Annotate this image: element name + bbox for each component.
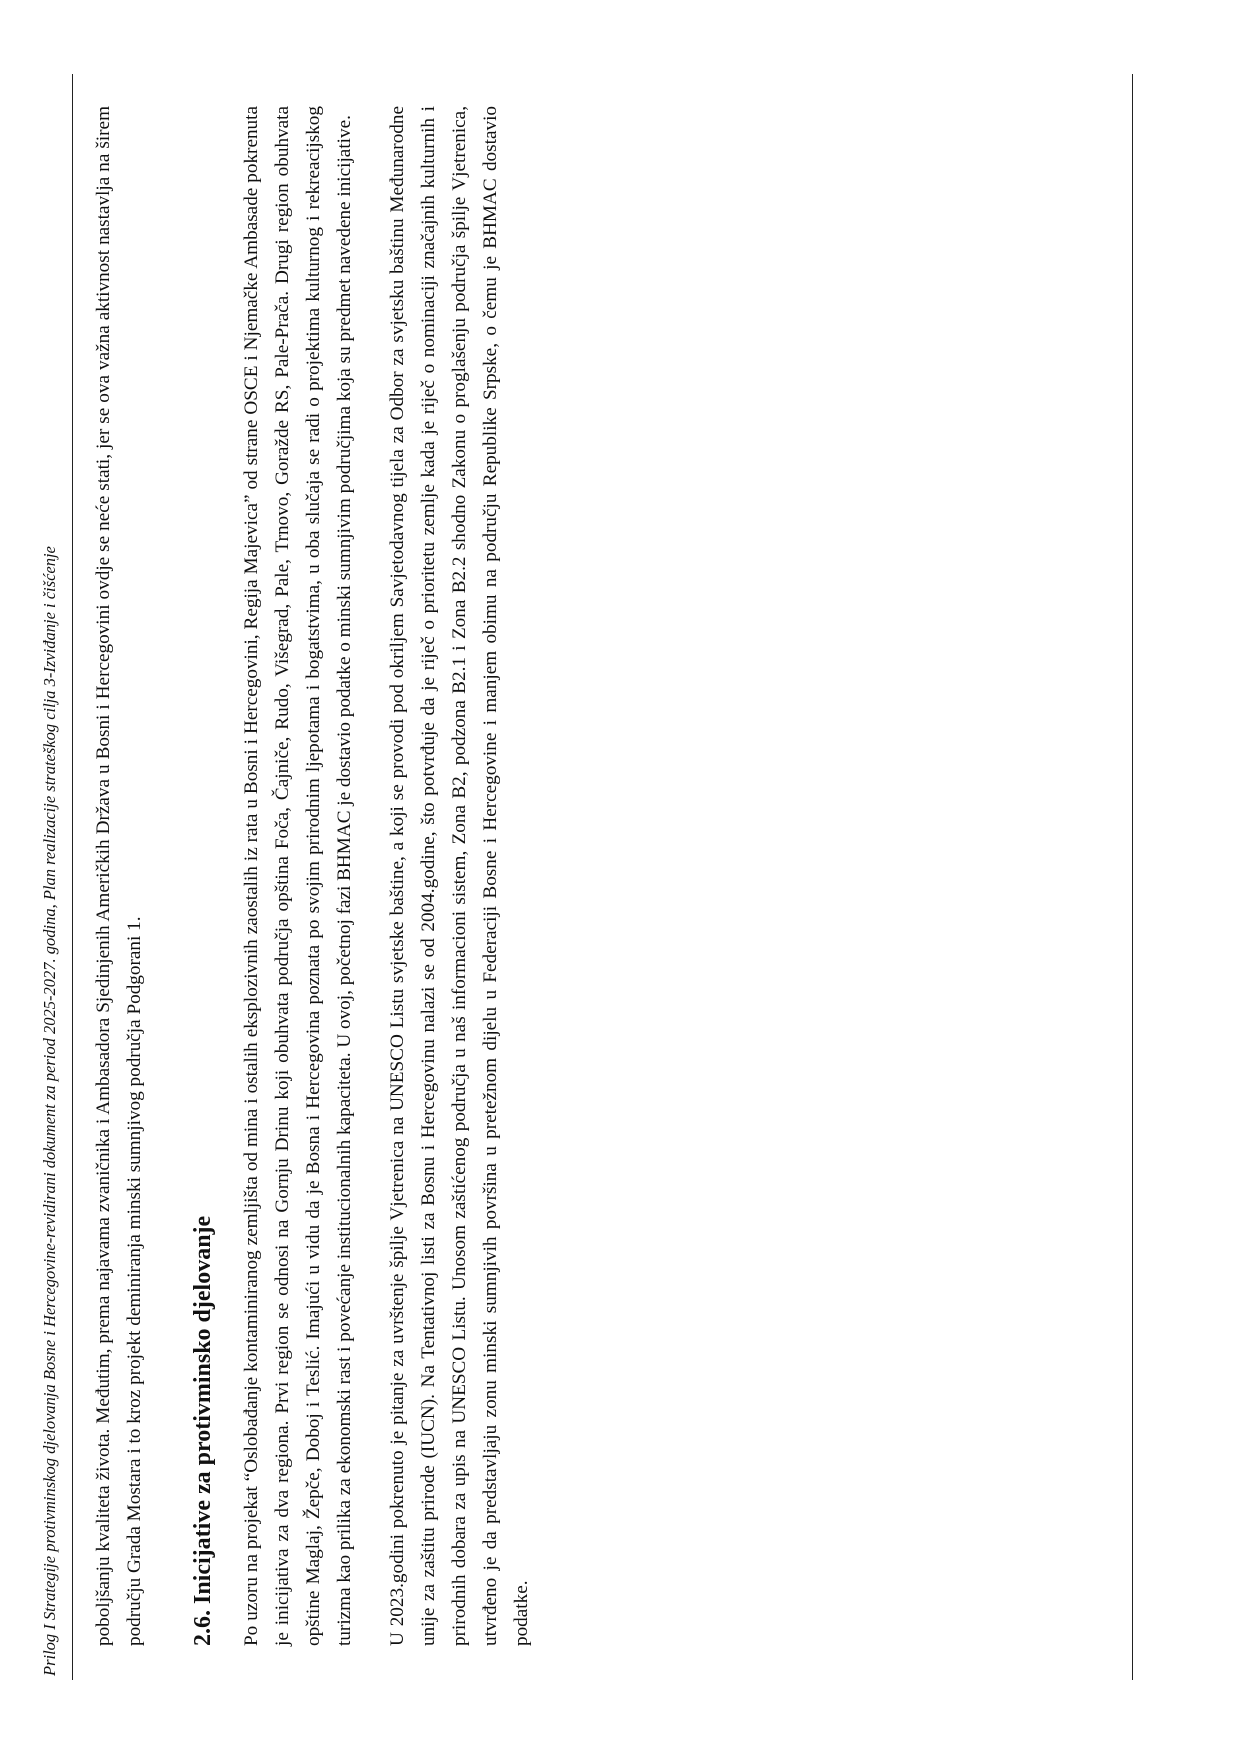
body-paragraph-2: U 2023.godini pokrenuto je pitanje za uvrštenje špilje Vjetrenica na UNESCO Listu svjetske baštine, a koji se provodi pod okriljem Savjetodavnog tijela za Odbor za svjetsku baštinu Međunarodne unije za zaštitu prirode (IUCN). Na Tentativnoj listi za Bosnu i Hercegovinu nalazi se od 2004.godine, što potvrđuje da je riječ o prioritetu zemlje kada je riječ o nominaciji značajnih kulturnih i prirodnih dobara za upis na UNESCO Listu. Unosom zaštićenog područja u naš informacioni sistem, Zona B2, podzona B2.1 i Zona B2.2 shodno Zakonu o proglašenju područja špilje Vjetrenica, utvrđeno je da predstavljaju zonu minski sumnjivih površina u pretežnom dijelu u Federaciji Bosne i Hercegovine i manjem obimu na području Republike Srpske, o čemu je BHMAC dostavio podatke. xyxy=(387,106,532,1646)
page-header: Prilog I Strategije protivminskog djelovanja Bosne i Hercegovine-revidirani dokument za period 2025-2027. godina, Plan realizacije strateškog cilja 3-Izviđanje i čišćenje xyxy=(40,546,59,1676)
header-divider xyxy=(72,74,73,1680)
page-body xyxy=(88,106,537,1646)
footer-divider xyxy=(1132,74,1133,1680)
section-heading: 2.6. Inicijative za protivminsko djelovanje xyxy=(190,1215,216,1646)
intro-paragraph: poboljšanju kvaliteta života. Međutim, prema najavama zvaničnika i Ambasadora Sjedinjenih Američkih Država u Bosni i Hercegovini ovdje se neće stati, jer se ova važna aktivnost nastavlja na širem području Grada Mostara i to kroz projekt deminiranja minski sumnjivog područja Podgorani 1. xyxy=(93,106,145,1646)
body-paragraph-1: Po uzoru na projekat “Oslobađanje kontaminiranog zemljišta od mina i ostalih eksplozivnih zaostalih iz rata u Bosni i Hercegovini, Regija Majevica” od strane OSCE i Njemačke Ambasade pokrenuta je inicijativa za dva regiona. Prvi region se odnosi na Gornju Drinu koji obuhvata područja opština Foča, Čajniče, Rudo, Višegrad, Pale, Trnovo, Goražde RS, Pale-Prača. Drugi region obuhvata opštine Maglaj, Žepče, Doboj i Teslić. Imajući u vidu da je Bosna i Hercegovina poznata po svojim prirodnim ljepotama i bogatstvima, u oba slučaja se radi o projektima kulturnog i rekreacijskog turizma kao prilika za ekonomski rast i povećanje institucionalnih kapaciteta. U ovoj, početnoj fazi BHMAC je dostavio podatke o minski sumnjivim područjima koja su predmet navedene inicijative. xyxy=(241,106,355,1646)
paragraph-spacer xyxy=(360,106,382,1646)
